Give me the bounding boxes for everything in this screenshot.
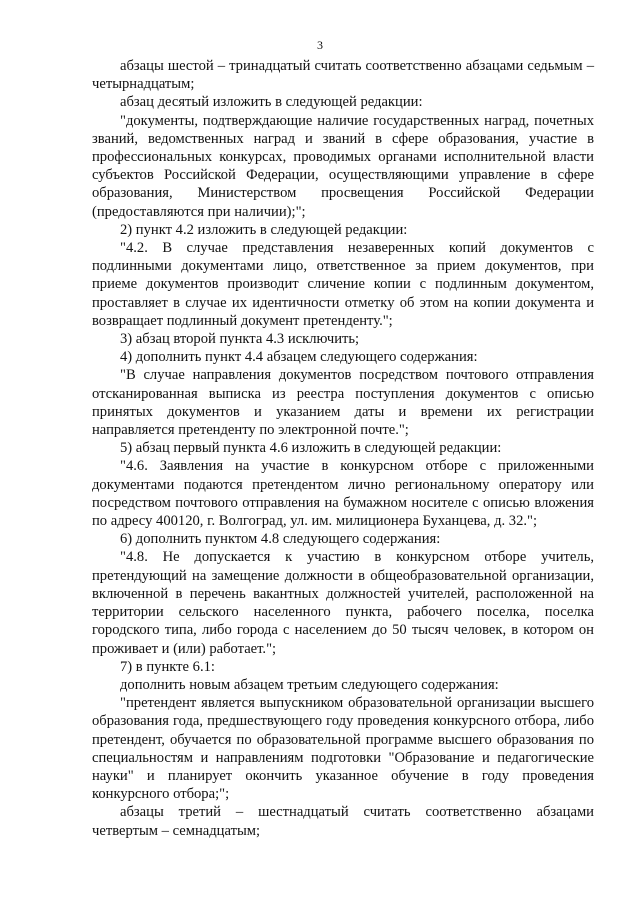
paragraph: "претендент является выпускником образовательной организации высшего образования года, предшествующего году проведения конкурсного отбора, либо претендент, обучается по образовательной программе высшего образования по специальностям и направлениям подготовки "Образование и педагогические науки" и планирует окончить указанное обучение в году проведения конкурсного отбора;"; [92,695,594,803]
paragraph: 6) дополнить пунктом 4.8 следующего содержания: [120,531,441,548]
paragraph: 3) абзац второй пункта 4.3 исключить; [120,331,360,348]
paragraph: 4) дополнить пункт 4.4 абзацем следующего содержания: [120,349,478,366]
paragraph: абзацы шестой – тринадцатый считать соответственно абзацами седьмым – четырнадцатым; [92,58,594,93]
paragraph: "документы, подтверждающие наличие государственных наград, почетных званий, ведомственных наград и званий в сфере образования, участие в профессиональных конкурсах, проводимых органами исполнительной власти субъектов Российской Федерации, осуществляющими управление в сфере образования, Министерством просвещения Российской Федерации (предоставляются при наличии);"; [92,112,594,220]
paragraph: абзац десятый изложить в следующей редакции: [120,94,423,111]
document-body [92,57,594,840]
paragraph: "4.8. Не допускается к участию в конкурсном отборе учитель, претендующий на замещение должности в общеобразовательной организации, включенной в перечень вакантных должностей учителей, расположенной на территории сельского населенного пункта, рабочего поселка, поселка городского типа, либо города с населением до 50 тысяч человек, в котором он проживает и (или) работает."; [92,549,594,657]
paragraph: 7) в пункте 6.1: [120,658,215,675]
page-number: 3 [317,38,323,52]
paragraph: "В случае направления документов посредством почтового отправления отсканированная выписка из реестра поступления документов с описью принятых документов и указанием даты и времени их регистрации направляется претенденту по электронной почте."; [92,367,594,439]
paragraph: 2) пункт 4.2 изложить в следующей редакции: [120,221,408,238]
paragraph: дополнить новым абзацем третьим следующего содержания: [120,676,499,693]
paragraph: абзацы третий – шестнадцатый считать соответственно абзацами четвертым – семнадцатым; [92,804,594,839]
paragraph: 5) абзац первый пункта 4.6 изложить в следующей редакции: [120,440,502,457]
paragraph: "4.2. В случае представления незаверенных копий документов с подлинными документами лицо, ответственное за прием документов, при приеме документов производит сличение копии с подлинным документом, проставляет в случае их идентичности отметку об этом на копии документа и возвращает подлинный документ претенденту."; [92,240,594,329]
paragraph: "4.6. Заявления на участие в конкурсном отборе с приложенными документами подаются претендентом лично региональному оператору или посредством почтового отправления на бумажном носителе с описью вложения по адресу 400120, г. Волгоград, ул. им. милиционера Буханцева, д. 32."; [92,458,594,530]
